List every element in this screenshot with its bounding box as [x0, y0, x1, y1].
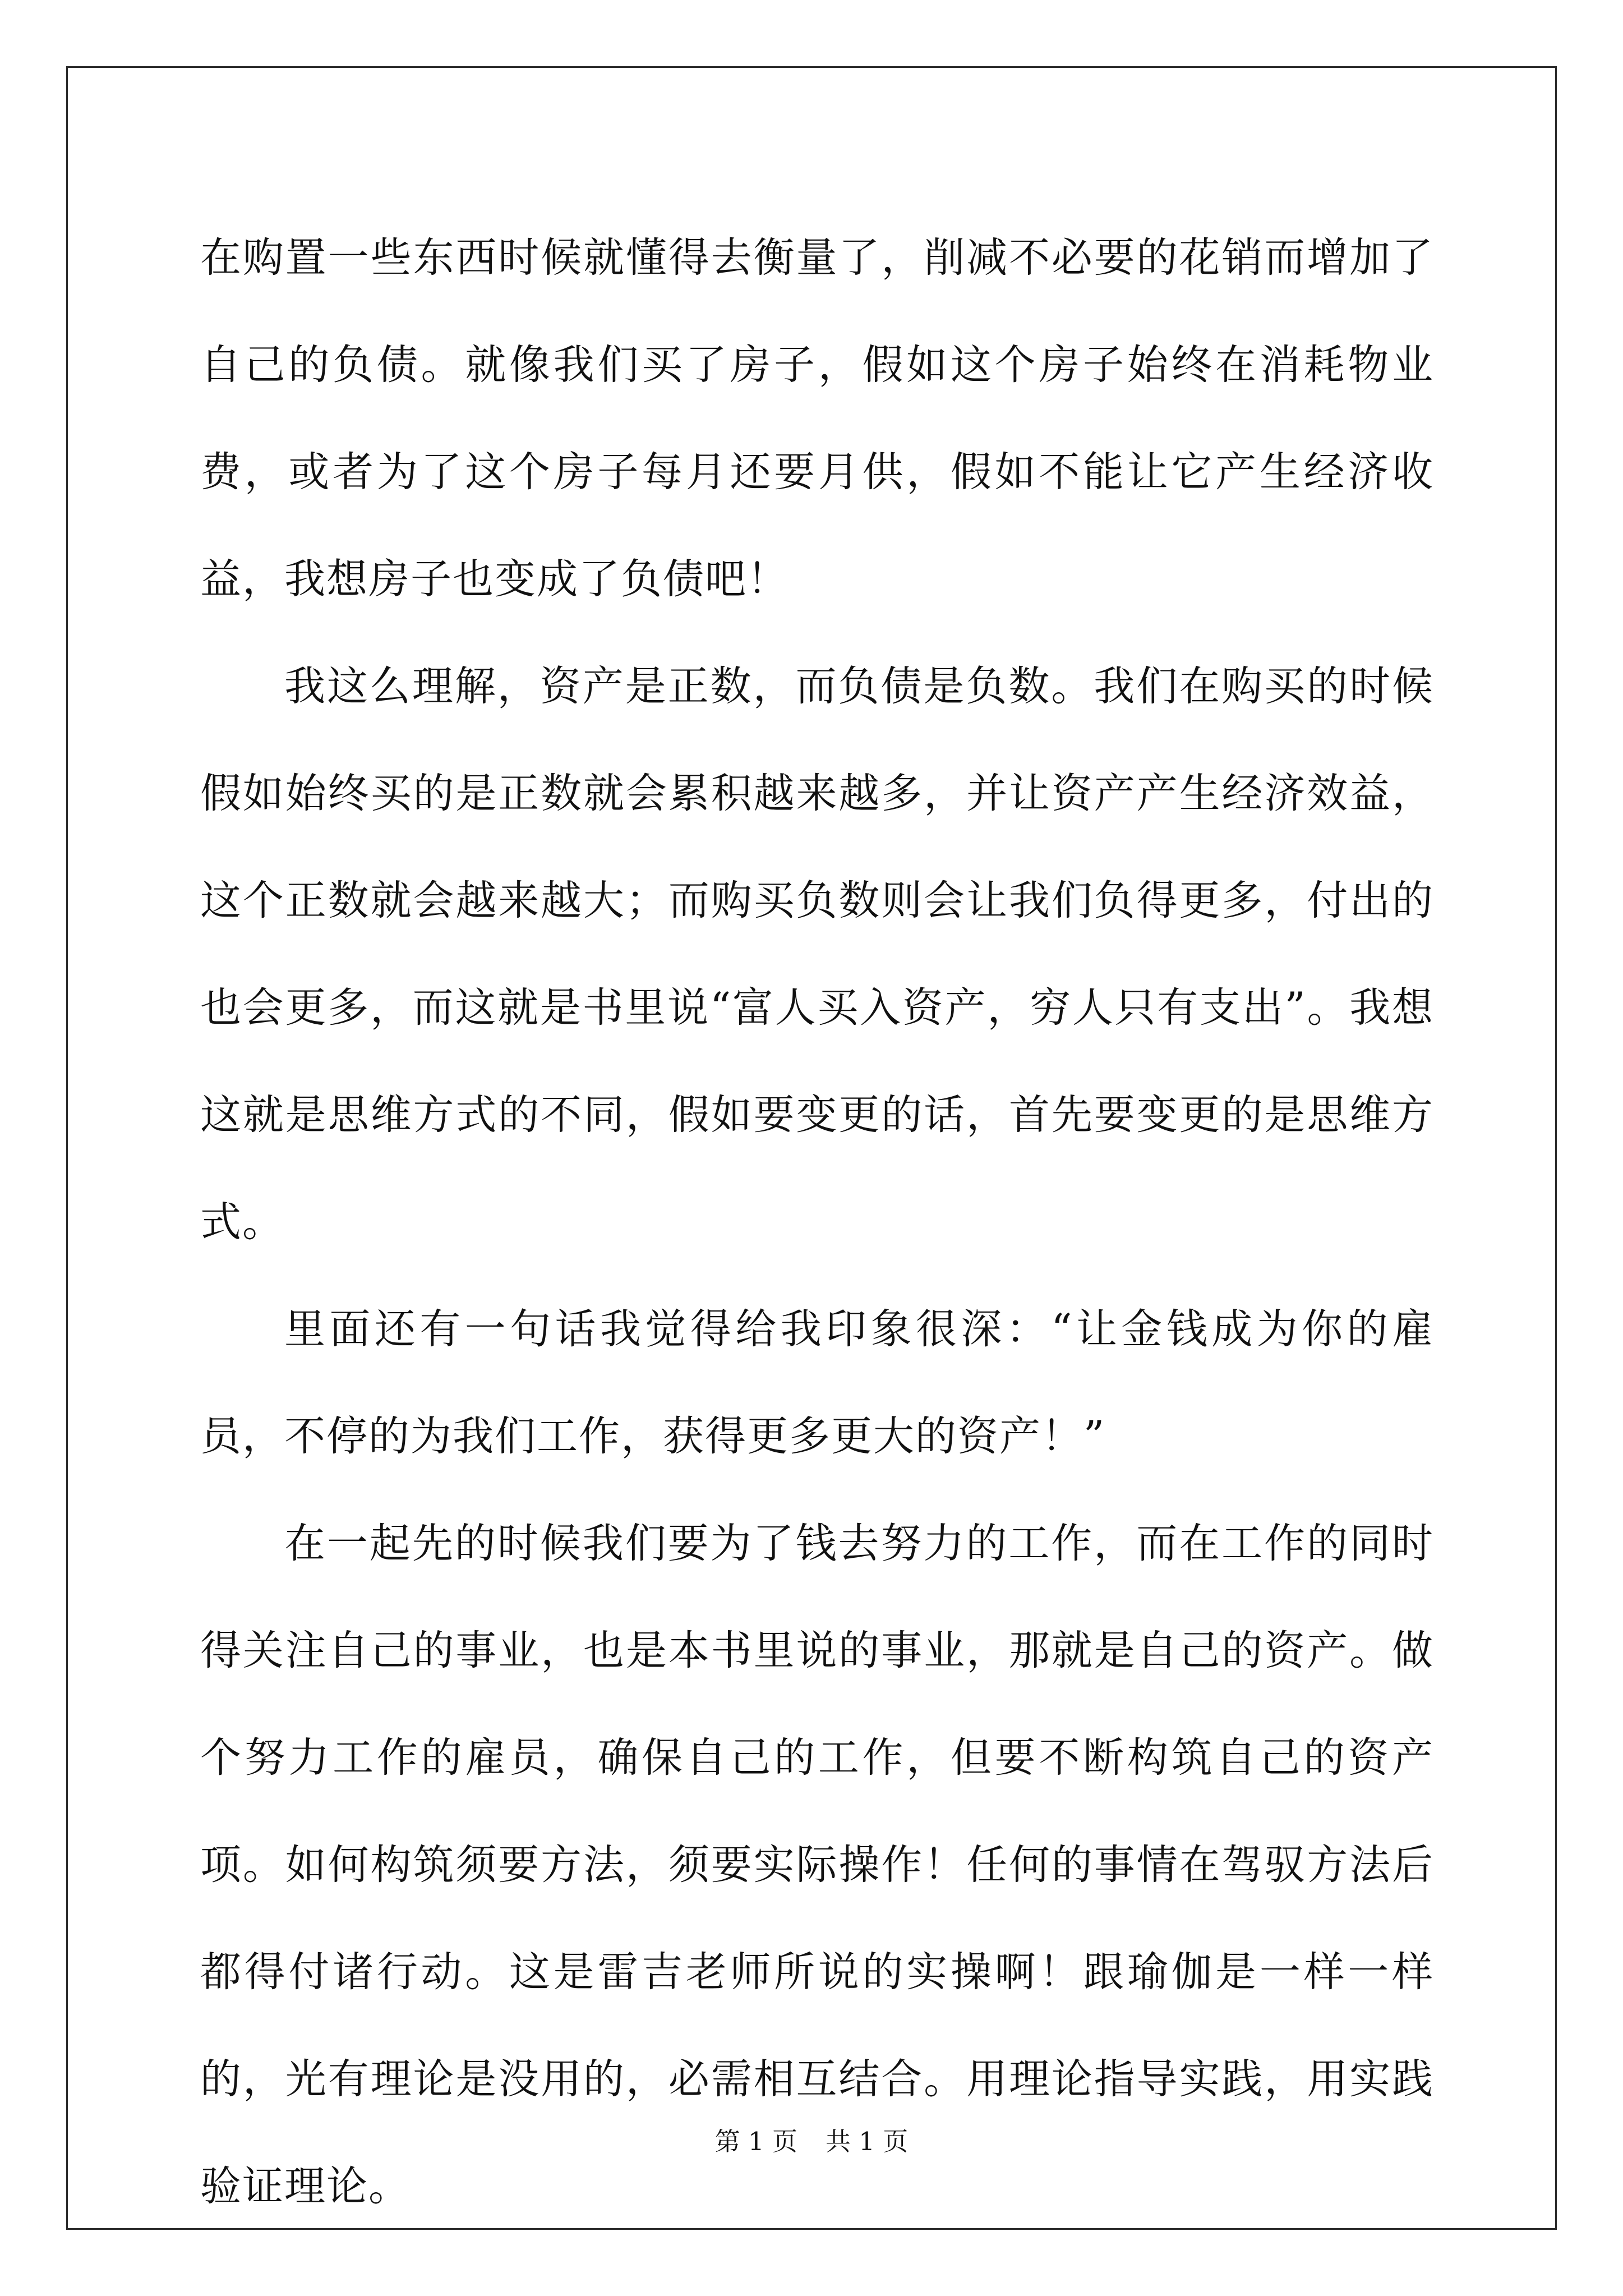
paragraph-4: 在一起先的时候我们要为了钱去努力的工作，而在工作的同时得关注自己的事业，也是本书里说的事业，那就是自己的资产。做个努力工作的雇员，确保自己的工作，但要不断构筑自己的资产项。如何构筑须要方法，须要实际操作！任何的事情在驾驭方法后都得付诸行动。这是雷吉老师所说的实操啊！跟瑜伽是一样一样的，光有理论是没用的，必需相互结合。用理论指导实践，用实践验证理论。: [200, 1520, 1434, 2210]
paragraph-3: 里面还有一句话我觉得给我印象很深：“让金钱成为你的雇员，不停的为我们工作，获得更多更大的资产！”: [200, 1305, 1434, 1460]
page-number: 第 1 页: [714, 2127, 797, 2156]
page-total: 共 1 页: [826, 2127, 909, 2156]
paragraph-1: 在购置一些东西时候就懂得去衡量了，削减不必要的花销而增加了自己的负债。就像我们买了房子，假如这个房子始终在消耗物业费，或者为了这个房子每月还要月供，假如不能让它产生经济收益，我想房子也变成了负债吧！: [200, 234, 1434, 603]
page-footer: [0, 2125, 1623, 2159]
paragraph-2: 我这么理解，资产是正数，而负债是负数。我们在购买的时候假如始终买的是正数就会累积越来越多，并让资产产生经济效益，这个正数就会越来越大；而购买负数则会让我们负得更多，付出的也会更多，而这就是书里说“富人买入资产，穷人只有支出”。我想这就是思维方式的不同，假如要变更的话，首先要变更的是思维方式。: [200, 662, 1434, 1246]
document-body: [200, 204, 1434, 2240]
